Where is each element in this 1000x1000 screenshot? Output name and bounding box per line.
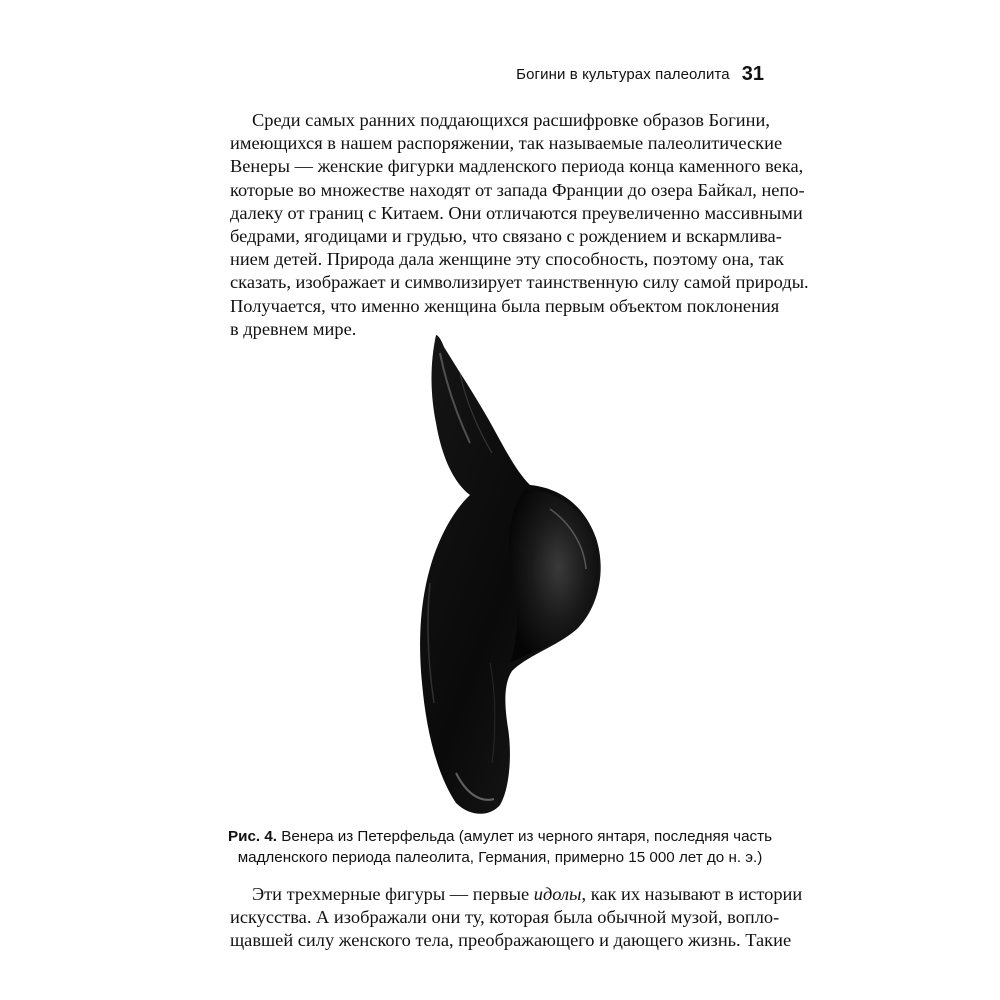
body-paragraph-1 [230, 109, 809, 341]
text-segment: Эти трехмерные фигуры — первые [252, 884, 534, 904]
text-line: сказать, изображает и символизирует таинственную силу самой природы. [230, 272, 809, 293]
caption-label: Рис. 4. [227, 828, 278, 845]
text-line: далеку от границ с Китаем. Они отличаются преувеличенно массивными [230, 202, 803, 223]
italic-term: идолы [533, 884, 582, 904]
running-header [516, 64, 764, 85]
text-line: Получается, что именно женщина была первым объектом поклонения [230, 295, 780, 316]
caption-line-1 [226, 826, 774, 847]
text-line: щавшей силу женского тела, преображающего и дающего жизнь. Такие [230, 930, 792, 951]
figure-caption [226, 826, 774, 868]
venus-figurine-photo [400, 333, 620, 818]
text-line [230, 883, 803, 906]
caption-text: Венера из Петерфельда (амулет из черного янтаря, последняя часть [277, 828, 772, 845]
text-line: нием детей. Природа дала женщине эту способность, поэтому она, так [230, 249, 784, 270]
text-line: в древнем мире. [230, 318, 357, 339]
text-line: Венеры — женские фигурки мадленского периода конца каменного века, [230, 156, 804, 177]
text-segment: , как их называют в истории [581, 884, 803, 904]
text-line: искусства. А изображали они ту, которая была обычной музой, вопло- [230, 907, 780, 928]
running-header-title: Богини в культурах палеолита [516, 66, 730, 83]
text-line: Среди самых ранних поддающихся расшифровке образов Богини, [252, 110, 770, 130]
caption-line-2: мадленского периода палеолита, Германия, примерно 15 000 лет до н. э.) [237, 849, 763, 866]
body-paragraph-2 [230, 883, 803, 953]
text-line: бедрами, ягодицами и грудью, что связано с рождением и вскармлива- [230, 226, 782, 247]
text-line: имеющихся в нашем распоряжении, так называемые палеолитические [230, 133, 783, 154]
page-number: 31 [741, 63, 764, 85]
text-line: которые во множестве находят от запада Франции до озера Байкал, непо- [230, 179, 805, 200]
